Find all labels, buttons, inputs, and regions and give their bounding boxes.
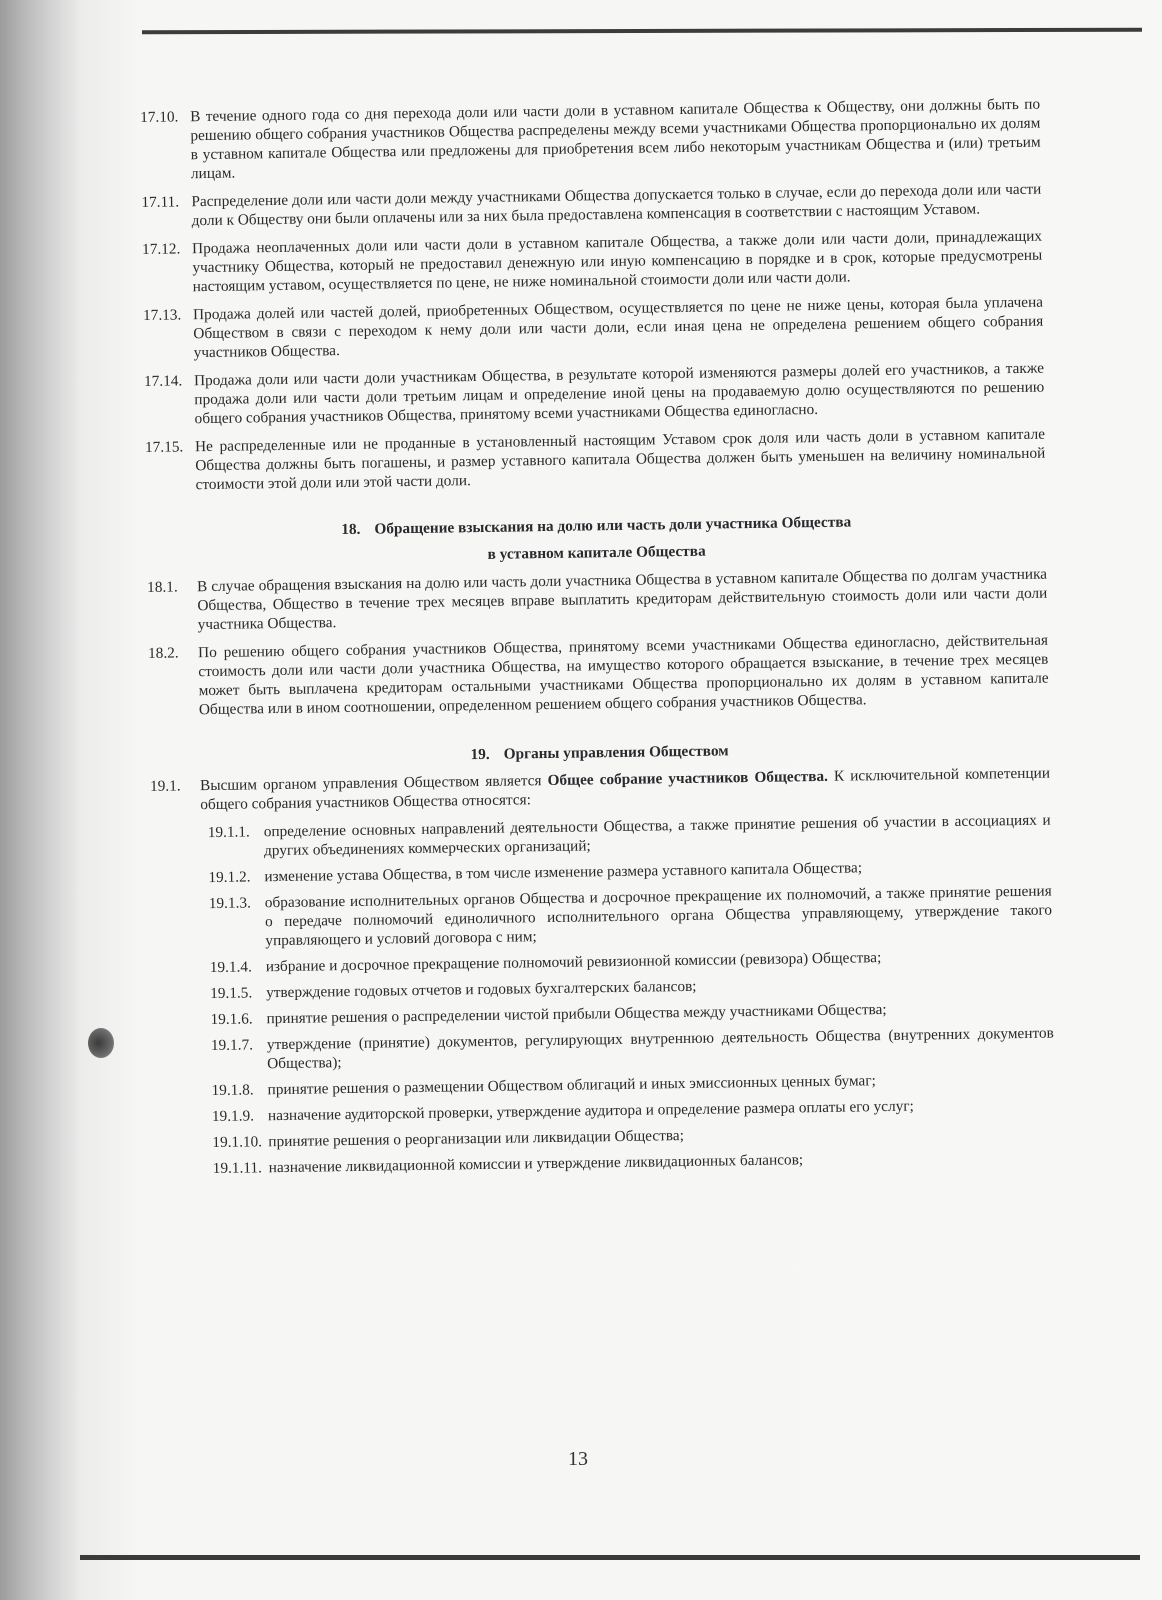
section-18 [146,510,1049,720]
clause-number: 18.1. [146,578,178,596]
clause-17-11 [141,180,1041,231]
subitem-number: 19.1.4. [209,958,252,977]
subitem-number: 19.1.11. [212,1159,263,1178]
clause-number: 17.12. [141,240,181,258]
subitem-number: 19.1.6. [210,1010,253,1029]
clause-text: Распределение доли или части доли между участниками Общества допускается только в случае, если до перехода доли или части доли к Обществу они были оплачены или за них была предоставлена компенсация в соответствии с настоящим Уставом. [191,180,1042,230]
bottom-border-line [80,1555,1140,1560]
document-body [140,95,1056,1186]
clause-18-1 [147,565,1048,635]
subitem-19-1-7 [154,1024,1054,1075]
subitem-text: образование исполнительных органов Общества и досрочное прекращение их полномочий, а также принятие решения о передаче полномочий единоличного исполнительного органа Общества управляющему, утверждение такого управляющего и условий договора с ним; [264,882,1053,950]
section-number: 19. [470,745,490,764]
clause-text: Не распределенные или не проданные в установленный настоящим Уставом срок доля или часть доли в уставном капитале Общества должны быть погашены, и размер уставного капитала Общества должен быть уменьшен на величину номинальной стоимости этой доли или этой части доли. [194,425,1046,494]
subitem-number: 19.1.3. [208,894,252,913]
subitem-text: утверждение (принятие) документов, регулирующих внутреннюю деятельность Общества (внутренних документов Общества); [266,1024,1054,1073]
section-title-line1: Обращение взыскания на долю или часть доли участника Общества [374,513,852,538]
section-18-heading-line2 [147,537,1047,569]
page-number: 13 [568,1448,588,1470]
clause-17-15 [145,425,1046,495]
subitem-text: изменение устава Общества, в том числе изменение размера уставного капитала Общества; [264,859,863,886]
section-title: Органы управления Обществом [503,742,729,763]
punch-hole [88,1028,114,1058]
subitem-number: 19.1.2. [208,868,251,887]
subitem-number: 19.1.8. [211,1081,254,1100]
clause-18-2 [148,631,1049,720]
subitem-number: 19.1.7. [210,1036,254,1055]
clause-number: 17.13. [142,306,182,324]
clause-text-before: Высшим органом управления Обществом является [199,772,548,795]
clause-17-10 [140,95,1041,184]
clause-19-1 [150,764,1050,815]
clause-number: 19.1. [149,777,181,795]
clause-text: Продажа долей или частей долей, приобретенных Обществом, осуществляется по цене не ниже цены, которая была уплачена Обществом в связи с переходом к нему доли или части доли, если иная цена не определена решением общего собрания участников Общества. [192,293,1044,362]
subitem-text: принятие решения о реорганизации или ликвидации Общества; [268,1127,685,1151]
clause-17-13 [143,293,1044,363]
binder-edge-shadow [0,0,80,1600]
clause-text: Продажа неоплаченных доли или части доли в уставном капитале Общества, а также доли или части доли, принадлежащих участнику Общества, который не предоставил денежную или иную компенсацию в порядке и в срок, которые предусмотрены настоящим уставом, осуществляется по цене, не ниже номинальной стоимости доли или части доли. [191,227,1043,296]
clause-number: 17.10. [140,108,179,126]
clause-text: В течение одного года со дня перехода доли или части доли в уставном капитале Общества к Обществу, они должны быть по решению общего собрания участников Общества распределены между всеми участниками Общества пропорционально их долям в уставном капитале Общества или предложены для приобретения всем либо некоторым участникам Общества и (или) третьим лицам. [190,95,1041,183]
clause-17-12 [142,227,1043,297]
clause-number: 17.14. [143,372,183,390]
section-17-continued [140,95,1046,495]
clause-text: По решению общего собрания участников Общества, принятому всеми участниками Общества единогласно, действительная стоимость доли или части доли участника Общества, на имущество которого обращается взыскание, в течение трех месяцев может быть выплачена кредиторам остальными участниками Общества пропорционально их долям в уставном капитале Общества или в ином соотношении, определенном решением общего собрания участников Общества. [197,631,1049,719]
subitem-text: принятие решения о размещении Обществом облигаций и иных эмиссионных ценных бумаг; [267,1072,876,1099]
subitem-text: назначение ликвидационной комиссии и утверждение ликвидационных балансов; [268,1151,804,1177]
section-19 [150,737,1056,1179]
clause-number: 17.15. [144,438,184,456]
clause-17-14 [144,359,1045,429]
subitem-text: определение основных направлений деятельности Общества, а также принятие решения об участии в ассоциациях и других объединениях коммерческих организаций; [263,811,1051,860]
subitem-text: назначение аудиторской проверки, утверждение аудитора и определение размера оплаты его услуг; [267,1097,914,1125]
subitem-19-1-11 [156,1147,1056,1179]
clause-number: 17.11. [141,193,180,211]
clause-text: Продажа доли или части доли участникам Общества, в результате которой изменяются размеры долей его участников, а также продажа доли или части доли третьим лицам и определение иной цены на продаваемую долю осуществляются по решению общего собрания участников Общества, принятому всеми участниками Общества единогласно. [193,359,1045,428]
subitem-text: утверждение годовых отчетов и годовых бухгалтерских балансов; [266,977,697,1002]
section-number: 18. [341,520,361,539]
section-title-line2: в уставном капитале Общества [487,542,706,563]
clause-number: 18.2. [147,644,179,662]
subitem-19-1-3 [152,882,1053,952]
subitem-19-1-1 [151,811,1051,862]
clause-text: В случае обращения взыскания на долю или часть доли участника Общества в уставном капитале Общества по долгам участника Общества, Общество в течение трех месяцев вправе выплатить кредиторам действительную стоимость доли или части доли участника Общества. [196,565,1048,634]
subitem-number: 19.1.9. [211,1107,255,1126]
subitem-number: 19.1.5. [210,984,253,1003]
subitem-number: 19.1.10. [212,1133,263,1152]
section-19-heading [150,737,1050,769]
subitem-text: принятие решения о распределении чистой прибыли Общества между участниками Общества; [266,1001,887,1028]
subitem-number: 19.1.1. [207,823,250,842]
top-border-line [142,28,1142,35]
clause-text-bold: Общее собрание участников Общества. [547,767,828,790]
section-18-heading [146,510,1046,542]
clause-text-after: К исключительной компетенции общего собрания участников Общества относятся: [200,764,1051,814]
subitem-text: избрание и досрочное прекращение полномочий ревизионной комиссии (ревизора) Общества; [265,949,882,976]
